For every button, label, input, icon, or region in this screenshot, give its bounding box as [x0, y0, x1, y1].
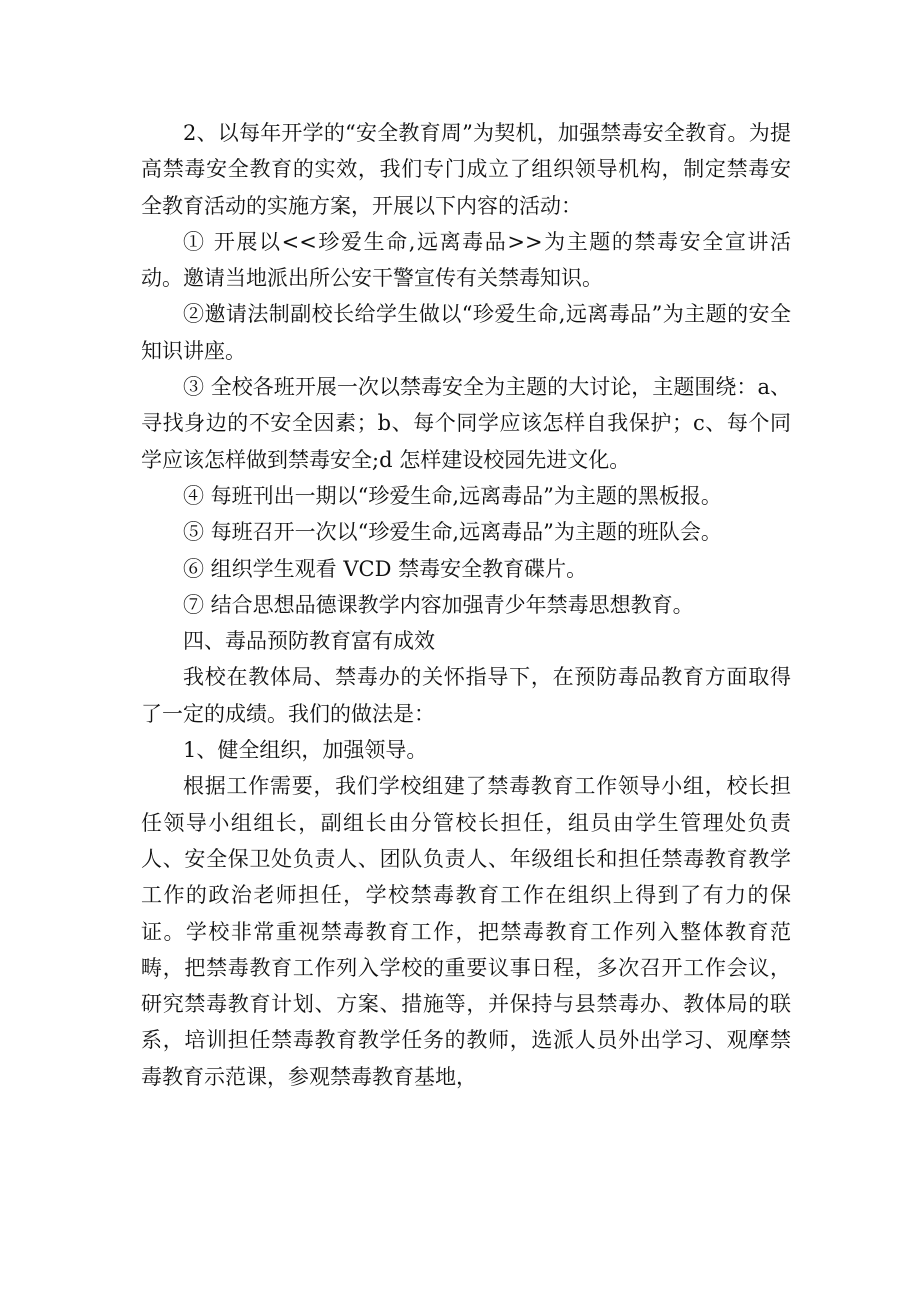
paragraph-item-3: ③ 全校各班开展一次以禁毒安全为主题的大讨论，主题围绕：a、寻找身边的不安全因素；b、每个同学应该怎样自我保护；c、每个同学应该怎样做到禁毒安全;d 怎样建设校园先进文化。	[141, 375, 791, 472]
paragraph-safety-week: 2、以每年开学的“安全教育周”为契机，加强禁毒安全教育。为提高禁毒安全教育的实效，我们专门成立了组织领导机构，制定禁毒安全教育活动的实施方案，开展以下内容的活动：	[141, 121, 791, 218]
paragraph-item-1: ① 开展以<<珍爱生命,远离毒品>>为主题的禁毒安全宣讲活动。邀请当地派出所公安干警宣传有关禁毒知识。	[141, 229, 791, 291]
document-page	[141, 115, 791, 1095]
paragraph-achievement: 我校在教体局、禁毒办的关怀指导下，在预防毒品教育方面取得了一定的成绩。我们的做法是：	[141, 665, 791, 726]
section-heading-four: 四、毒品预防教育富有成效	[183, 629, 435, 654]
paragraph-organization-detail: 根据工作需要，我们学校组建了禁毒教育工作领导小组，校长担任领导小组组长，副组长由分管校长担任，组员由学生管理处负责人、安全保卫处负责人、团队负责人、年级组长和担任禁毒教育教学工作的政治老师担任，学校禁毒教育工作在组织上得到了有力的保证。学校非常重视禁毒教育工作，把禁毒教育工作列入整体教育范畴，把禁毒教育工作列入学校的重要议事日程，多次召开工作会议，研究禁毒教育计划、方案、措施等，并保持与县禁毒办、教体局的联系，培训担任禁毒教育教学任务的教师，选派人员外出学习、观摩禁毒教育示范课，参观禁毒教育基地，	[141, 774, 791, 1089]
paragraph-item-7: ⑦ 结合思想品德课教学内容加强青少年禁毒思想教育。	[183, 592, 694, 617]
paragraph-item-2: ②邀请法制副校长给学生做以“珍爱生命,远离毒品”为主题的安全知识讲座。	[141, 302, 791, 363]
paragraph-item-5: ⑤ 每班召开一次以“珍爱生命,远离毒品”为主题的班队会。	[183, 520, 722, 545]
subheading-organization: 1、健全组织，加强领导。	[183, 738, 428, 763]
paragraph-item-6: ⑥ 组织学生观看 VCD 禁毒安全教育碟片。	[183, 556, 588, 581]
paragraph-item-4: ④ 每班刊出一期以“珍爱生命,远离毒品”为主题的黑板报。	[183, 483, 722, 508]
